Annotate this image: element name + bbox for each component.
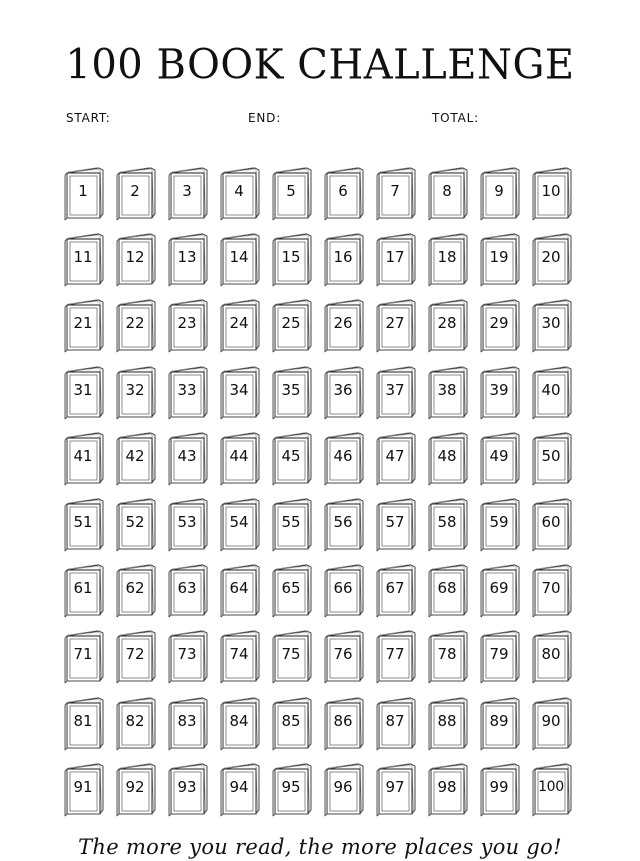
book-number: 21	[73, 314, 93, 333]
book-tracker-item[interactable]	[427, 431, 479, 497]
book-tracker-item[interactable]	[63, 497, 115, 563]
book-number: 19	[489, 248, 509, 267]
book-number: 49	[489, 446, 509, 465]
book-tracker-item[interactable]	[167, 696, 219, 762]
book-number: 6	[338, 182, 348, 200]
book-tracker-item[interactable]	[323, 563, 375, 629]
book-number: 18	[437, 248, 457, 267]
book-tracker-item[interactable]	[375, 629, 427, 695]
book-tracker-item[interactable]	[427, 762, 479, 828]
book-number: 25	[281, 314, 301, 333]
book-tracker-item[interactable]	[271, 696, 323, 762]
page-title: 100 BOOK CHALLENGE	[65, 41, 575, 89]
book-tracker-item[interactable]	[323, 298, 375, 364]
book-number: 15	[281, 248, 301, 267]
book-number: 29	[489, 314, 509, 333]
book-tracker-item[interactable]	[63, 629, 115, 695]
book-number: 85	[281, 711, 301, 730]
book-number: 93	[177, 777, 197, 796]
book-tracker-item[interactable]	[531, 497, 583, 563]
book-tracker-item[interactable]	[531, 166, 583, 232]
book-number: 24	[229, 314, 249, 333]
book-tracker-item[interactable]	[63, 696, 115, 762]
book-tracker-item[interactable]	[115, 563, 167, 629]
book-tracker-item[interactable]	[219, 365, 271, 431]
book-number: 9	[494, 182, 504, 200]
book-number: 32	[125, 380, 145, 399]
book-tracker-item[interactable]	[375, 166, 427, 232]
book-number: 43	[177, 446, 197, 465]
book-number: 57	[385, 512, 405, 531]
book-number: 80	[541, 645, 561, 664]
book-tracker-item[interactable]	[271, 497, 323, 563]
book-number: 61	[73, 579, 93, 598]
book-tracker-item[interactable]	[479, 696, 531, 762]
book-tracker-item[interactable]	[219, 166, 271, 232]
book-number: 10	[541, 182, 561, 200]
book-tracker-item[interactable]	[479, 365, 531, 431]
book-tracker-item[interactable]	[167, 298, 219, 364]
end-label: END:	[248, 111, 282, 125]
book-number: 73	[177, 645, 197, 664]
book-number: 45	[281, 446, 301, 465]
book-tracker-item[interactable]	[479, 232, 531, 298]
book-number: 22	[125, 314, 145, 333]
book-number: 83	[177, 711, 197, 730]
book-tracker-item[interactable]	[63, 762, 115, 828]
book-tracker-item[interactable]	[63, 232, 115, 298]
book-number: 27	[385, 314, 405, 333]
book-tracker-item[interactable]	[375, 762, 427, 828]
book-number: 92	[125, 777, 145, 796]
book-number: 68	[437, 579, 457, 598]
book-tracker-item[interactable]	[479, 298, 531, 364]
book-number: 96	[333, 777, 353, 796]
book-tracker-item[interactable]	[219, 497, 271, 563]
book-number: 84	[229, 711, 249, 730]
book-tracker-item[interactable]	[167, 762, 219, 828]
book-tracker-item[interactable]	[271, 365, 323, 431]
book-tracker-item[interactable]	[323, 696, 375, 762]
book-number: 66	[333, 579, 353, 598]
book-tracker-item[interactable]	[427, 298, 479, 364]
book-tracker-item[interactable]	[63, 298, 115, 364]
book-tracker-item[interactable]	[531, 232, 583, 298]
book-tracker-item[interactable]	[531, 563, 583, 629]
book-number: 100	[538, 778, 564, 795]
book-tracker-item[interactable]	[479, 563, 531, 629]
book-number: 77	[385, 645, 405, 664]
book-tracker-item[interactable]	[115, 232, 167, 298]
book-number: 51	[73, 512, 93, 531]
book-number: 91	[73, 777, 93, 796]
book-number: 95	[281, 777, 301, 796]
book-tracker-item[interactable]	[115, 497, 167, 563]
book-tracker-item[interactable]	[479, 497, 531, 563]
book-tracker-item[interactable]	[323, 166, 375, 232]
book-number: 34	[229, 380, 249, 399]
book-tracker-item[interactable]	[271, 166, 323, 232]
book-number: 60	[541, 512, 561, 531]
book-tracker-item[interactable]	[271, 762, 323, 828]
book-tracker-item[interactable]	[167, 365, 219, 431]
book-tracker-item[interactable]	[167, 629, 219, 695]
book-tracker-item[interactable]	[115, 431, 167, 497]
book-tracker-item[interactable]	[375, 298, 427, 364]
book-number: 16	[333, 248, 353, 267]
book-number: 78	[437, 645, 457, 664]
book-tracker-item[interactable]	[167, 431, 219, 497]
book-tracker-item[interactable]	[115, 629, 167, 695]
book-tracker-item[interactable]	[115, 762, 167, 828]
book-tracker-item[interactable]	[63, 365, 115, 431]
book-number: 82	[125, 711, 145, 730]
book-tracker-item[interactable]	[427, 696, 479, 762]
book-tracker-item[interactable]	[271, 298, 323, 364]
book-tracker-item[interactable]	[531, 696, 583, 762]
book-tracker-item[interactable]	[531, 431, 583, 497]
book-number: 1	[78, 182, 88, 200]
book-tracker-item[interactable]	[479, 166, 531, 232]
book-number: 58	[437, 512, 457, 531]
book-number: 14	[229, 248, 249, 267]
book-tracker-item[interactable]	[271, 563, 323, 629]
book-number: 44	[229, 446, 249, 465]
book-tracker-item[interactable]	[219, 563, 271, 629]
book-number: 38	[437, 380, 457, 399]
book-number: 42	[125, 446, 145, 465]
book-tracker-item[interactable]	[531, 762, 583, 828]
book-number: 26	[333, 314, 353, 333]
book-number: 47	[385, 446, 405, 465]
book-number: 52	[125, 512, 145, 531]
book-tracker-item[interactable]	[167, 563, 219, 629]
book-number: 20	[541, 248, 561, 267]
book-tracker-item[interactable]	[375, 563, 427, 629]
book-number: 79	[489, 645, 509, 664]
book-tracker-item[interactable]	[219, 629, 271, 695]
book-number: 99	[489, 777, 509, 796]
book-tracker-item[interactable]	[323, 497, 375, 563]
book-number: 12	[125, 248, 145, 267]
book-number: 39	[489, 380, 509, 399]
book-number: 30	[541, 314, 561, 333]
book-number: 7	[390, 182, 400, 200]
book-number: 41	[73, 446, 93, 465]
book-tracker-item[interactable]	[427, 629, 479, 695]
book-tracker-item[interactable]	[427, 365, 479, 431]
book-number: 86	[333, 711, 353, 730]
book-number: 55	[281, 512, 301, 531]
footer-quote: The more you read, the more places you go!	[78, 835, 562, 859]
book-tracker-item[interactable]	[323, 365, 375, 431]
book-number: 67	[385, 579, 405, 598]
book-tracker-item[interactable]	[323, 232, 375, 298]
book-number: 63	[177, 579, 197, 598]
book-number: 31	[73, 380, 93, 399]
book-tracker-item[interactable]	[479, 431, 531, 497]
book-tracker-item[interactable]	[531, 298, 583, 364]
book-tracker-item[interactable]	[219, 232, 271, 298]
book-number: 56	[333, 512, 353, 531]
book-number: 48	[437, 446, 457, 465]
book-number: 69	[489, 579, 509, 598]
book-number: 13	[177, 248, 197, 267]
start-label: START:	[66, 111, 111, 125]
book-number: 75	[281, 645, 301, 664]
book-tracker-item[interactable]	[427, 497, 479, 563]
book-number: 87	[385, 711, 405, 730]
book-tracker-item[interactable]	[115, 166, 167, 232]
book-tracker-item[interactable]	[63, 166, 115, 232]
book-tracker-item[interactable]	[167, 232, 219, 298]
book-number: 17	[385, 248, 405, 267]
book-number: 70	[541, 579, 561, 598]
book-tracker-item[interactable]	[375, 232, 427, 298]
book-number: 50	[541, 446, 561, 465]
book-number: 2	[130, 182, 140, 200]
book-tracker-item[interactable]	[323, 629, 375, 695]
book-number: 23	[177, 314, 197, 333]
book-number: 90	[541, 711, 561, 730]
book-tracker-item[interactable]	[427, 166, 479, 232]
book-number: 64	[229, 579, 249, 598]
book-tracker-item[interactable]	[115, 365, 167, 431]
book-tracker-item[interactable]	[271, 629, 323, 695]
book-number: 35	[281, 380, 301, 399]
book-tracker-item[interactable]	[115, 298, 167, 364]
book-tracker-item[interactable]	[271, 431, 323, 497]
book-number: 40	[541, 380, 561, 399]
book-tracker-item[interactable]	[219, 696, 271, 762]
book-tracker-item[interactable]	[531, 365, 583, 431]
book-number: 71	[73, 645, 93, 664]
book-tracker-item[interactable]	[375, 365, 427, 431]
book-tracker-item[interactable]	[427, 232, 479, 298]
book-number: 11	[73, 248, 93, 267]
book-tracker-item[interactable]	[323, 431, 375, 497]
book-number: 98	[437, 777, 457, 796]
book-number: 4	[234, 182, 244, 200]
book-tracker-item[interactable]	[63, 563, 115, 629]
book-number: 62	[125, 579, 145, 598]
book-number: 72	[125, 645, 145, 664]
book-tracker-item[interactable]	[271, 232, 323, 298]
book-number: 36	[333, 380, 353, 399]
book-number: 74	[229, 645, 249, 664]
book-tracker-item[interactable]	[375, 497, 427, 563]
book-tracker-item[interactable]	[375, 696, 427, 762]
book-number: 76	[333, 645, 353, 664]
book-tracker-item[interactable]	[167, 497, 219, 563]
total-label: TOTAL:	[432, 111, 479, 125]
book-tracker-item[interactable]	[63, 431, 115, 497]
book-number: 89	[489, 711, 509, 730]
book-number: 65	[281, 579, 301, 598]
book-grid	[63, 166, 583, 828]
book-number: 94	[229, 777, 249, 796]
book-tracker-item[interactable]	[479, 629, 531, 695]
book-number: 88	[437, 711, 457, 730]
book-number: 97	[385, 777, 405, 796]
book-tracker-item[interactable]	[531, 629, 583, 695]
book-tracker-item[interactable]	[479, 762, 531, 828]
book-tracker-item[interactable]	[219, 431, 271, 497]
book-tracker-item[interactable]	[323, 762, 375, 828]
book-number: 59	[489, 512, 509, 531]
book-number: 5	[286, 182, 296, 200]
book-number: 54	[229, 512, 249, 531]
book-tracker-item[interactable]	[427, 563, 479, 629]
book-number: 81	[73, 711, 93, 730]
book-tracker-item[interactable]	[167, 166, 219, 232]
book-number: 3	[182, 182, 192, 200]
book-tracker-item[interactable]	[219, 298, 271, 364]
book-number: 37	[385, 380, 405, 399]
book-tracker-item[interactable]	[375, 431, 427, 497]
book-number: 46	[333, 446, 353, 465]
book-number: 28	[437, 314, 457, 333]
book-number: 8	[442, 182, 452, 200]
book-tracker-item[interactable]	[115, 696, 167, 762]
book-number: 33	[177, 380, 197, 399]
book-number: 53	[177, 512, 197, 531]
book-tracker-item[interactable]	[219, 762, 271, 828]
